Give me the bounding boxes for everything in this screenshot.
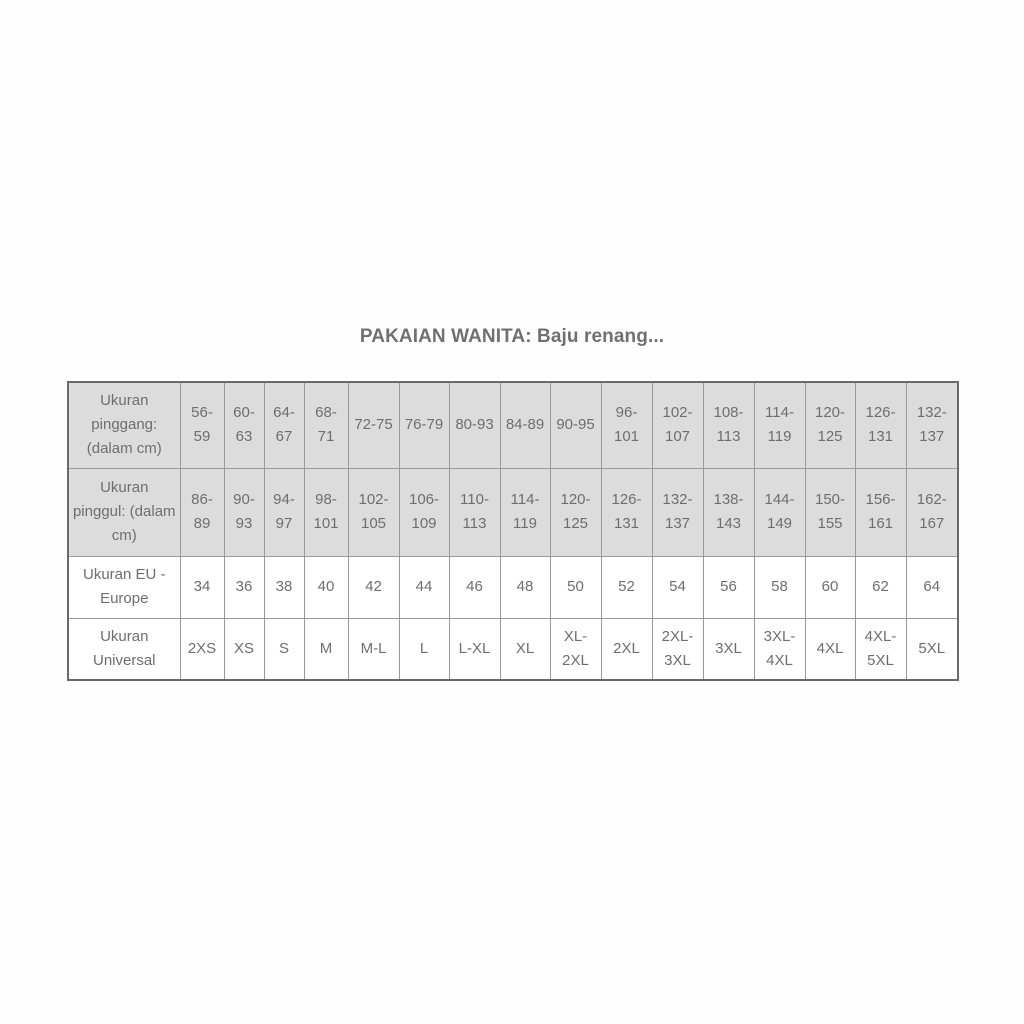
table-cell: 126-131	[855, 382, 906, 468]
table-cell: 2XL-3XL	[652, 618, 703, 680]
row-header-cell: Ukuran EU - Europe	[68, 556, 180, 618]
table-cell: 114-119	[500, 468, 550, 556]
size-chart-table	[67, 381, 959, 681]
table-cell: 68-71	[304, 382, 348, 468]
table-row-universal-size	[68, 618, 958, 680]
table-cell: 126-131	[601, 468, 652, 556]
table-cell: 5XL	[906, 618, 958, 680]
table-cell: 94-97	[264, 468, 304, 556]
row-header-cell: Ukuran pinggang: (dalam cm)	[68, 382, 180, 468]
table-cell: 60-63	[224, 382, 264, 468]
table-cell: 138-143	[703, 468, 754, 556]
table-row-hip	[68, 468, 958, 556]
table-cell: 84-89	[500, 382, 550, 468]
table-cell: L-XL	[449, 618, 500, 680]
table-cell: 4XL-5XL	[855, 618, 906, 680]
table-cell: 132-137	[652, 468, 703, 556]
table-cell: 36	[224, 556, 264, 618]
table-cell: XL	[500, 618, 550, 680]
table-cell: XL-2XL	[550, 618, 601, 680]
page-title: PAKAIAN WANITA: Baju renang...	[359, 326, 665, 347]
table-cell: 56-59	[180, 382, 224, 468]
table-cell: 56	[703, 556, 754, 618]
table-cell: 60	[805, 556, 855, 618]
table-cell: L	[399, 618, 449, 680]
table-row-eu-size	[68, 556, 958, 618]
table-cell: 2XL	[601, 618, 652, 680]
table-cell: 58	[754, 556, 805, 618]
table-cell: 162-167	[906, 468, 958, 556]
table-cell: 4XL	[805, 618, 855, 680]
table-cell: 156-161	[855, 468, 906, 556]
table-cell: 90-93	[224, 468, 264, 556]
table-cell: 80-93	[449, 382, 500, 468]
table-cell: 102-107	[652, 382, 703, 468]
table-cell: 3XL-4XL	[754, 618, 805, 680]
table-cell: 3XL	[703, 618, 754, 680]
table-cell: 2XS	[180, 618, 224, 680]
table-cell: 108-113	[703, 382, 754, 468]
table-cell: 90-95	[550, 382, 601, 468]
table-cell: 62	[855, 556, 906, 618]
table-cell: 48	[500, 556, 550, 618]
table-cell: 110-113	[449, 468, 500, 556]
table-cell: XS	[224, 618, 264, 680]
table-cell: 44	[399, 556, 449, 618]
row-header-cell: Ukuran pinggul: (dalam cm)	[68, 468, 180, 556]
table-cell: 114-119	[754, 382, 805, 468]
table-cell: 98-101	[304, 468, 348, 556]
table-cell: 132-137	[906, 382, 958, 468]
table-cell: M	[304, 618, 348, 680]
table-cell: 102-105	[348, 468, 399, 556]
table-cell: 150-155	[805, 468, 855, 556]
table-cell: 120-125	[550, 468, 601, 556]
table-cell: 76-79	[399, 382, 449, 468]
table-cell: 96-101	[601, 382, 652, 468]
table-cell: 40	[304, 556, 348, 618]
table-row-waist	[68, 382, 958, 468]
table-cell: 144-149	[754, 468, 805, 556]
table-cell: 50	[550, 556, 601, 618]
row-header-cell: Ukuran Universal	[68, 618, 180, 680]
table-cell: 38	[264, 556, 304, 618]
table-cell: 120-125	[805, 382, 855, 468]
table-cell: M-L	[348, 618, 399, 680]
table-cell: 42	[348, 556, 399, 618]
table-cell: 54	[652, 556, 703, 618]
table-cell: 46	[449, 556, 500, 618]
table-cell: 64-67	[264, 382, 304, 468]
table-cell: 34	[180, 556, 224, 618]
table-cell: 64	[906, 556, 958, 618]
table-cell: 52	[601, 556, 652, 618]
table-cell: 72-75	[348, 382, 399, 468]
table-cell: S	[264, 618, 304, 680]
table-cell: 106-109	[399, 468, 449, 556]
table-cell: 86-89	[180, 468, 224, 556]
